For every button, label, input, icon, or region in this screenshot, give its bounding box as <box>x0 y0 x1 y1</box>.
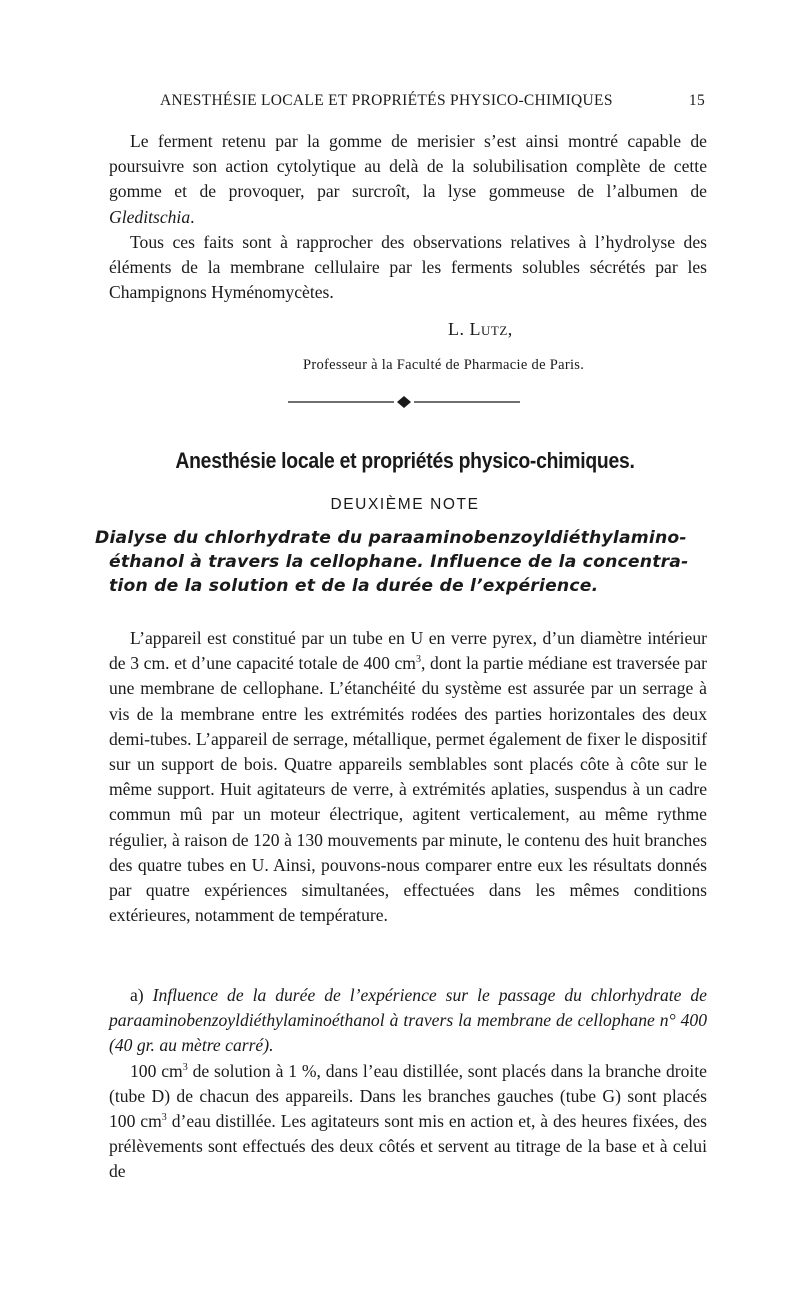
intro-paragraph-1 <box>109 129 707 230</box>
note-label: DEUXIÈME NOTE <box>330 496 480 513</box>
influence-heading <box>109 983 707 1059</box>
apparatus-paragraph <box>109 626 707 928</box>
apparatus-section <box>109 626 707 928</box>
article-title: Anesthésie locale et propriétés physico-chimiques. <box>175 448 635 473</box>
influence-paragraph <box>109 1059 707 1185</box>
influence-heading-text: Influence de la durée de l’expérience sur le passage du chlorhydrate de paraaminobenzoyldiéthylaminoéthanol à travers la membrane de cellophane n° 400 (40 gr. au mètre carré). <box>109 985 707 1056</box>
subtitle-line-3: tion de la solution et de la durée de l’expérience. <box>109 576 599 596</box>
superscript-3: 3 <box>416 654 421 666</box>
author-signature <box>448 319 513 340</box>
influence-marker: a) <box>130 985 153 1005</box>
page-number: 15 <box>688 92 705 109</box>
author-initial: L. <box>448 319 470 339</box>
intro-paragraph-2: Tous ces faits sont à rapprocher des observations relatives à l’hydrolyse des éléments de la membrane cellulaire par les ferments solubles sécrétés par les Champignons Hyménomycètes. <box>109 231 707 303</box>
apparatus-text-a: L’appareil est constitué par un tube en U en verre pyrex, d’un diamètre intérieur de 3 cm. et d’une capacité totale de 400 cm <box>109 628 707 674</box>
influence-section <box>109 983 707 1185</box>
intro-paragraph-1-end: . <box>190 206 195 227</box>
intro-paragraph-1-text: Le ferment retenu par la gomme de merisier s’est ainsi montré capable de poursuivre son action cytolytique au delà de la solubilisation complète de cette gomme et de provoquer, par surcroît, la lyse gommeuse de l’albumen de <box>109 131 707 202</box>
running-head-title: ANESTHÉSIE LOCALE ET PROPRIÉTÉS PHYSICO-CHIMIQUES <box>160 92 613 109</box>
superscript-3: 3 <box>182 1061 188 1073</box>
genus-name: Gleditschia <box>109 206 191 227</box>
intro-section <box>109 129 707 305</box>
influence-text-c: d’eau distillée. Les agitateurs sont mis en action et, à des heures fixées, des prélèvements sont effectués des deux côtés et servent au titrage de la base et à celui de <box>109 1111 707 1182</box>
author-affiliation: Professeur à la Faculté de Pharmacie de Paris. <box>303 357 585 373</box>
article-subtitle <box>95 526 715 598</box>
influence-text-b: de solution à 1 %, dans l’eau distillée, sont placés dans la branche droite (tube D) de chacun des appareils. Dans les branches gauches (tube G) sont placés 100 cm <box>109 1060 707 1132</box>
subtitle-line-1: Dialyse du chlorhydrate du paraaminobenzoyldiéthylamino- <box>95 528 687 548</box>
apparatus-text-b: , dont la partie médiane est traversée par une membrane de cellophane. L’étanchéité du système est assurée par un serrage à vis de la membrane entre les extrémités rodées des parties horizontales des deux demi-tubes. L’appareil de serrage, métallique, permet également de fixer le dispositif sur un support de bois. Quatre appareils semblables sont placés côte à côte sur le même support. Huit agitateurs de verre, à extrémités aplaties, suspendus à un cadre commun mû par un moteur électrique, agitent verticalement, au même rythme régulier, à raison de 120 à 130 mouvements par minute, le contenu des huit branches des quatre tubes en U. Ainsi, pouvons-nous comparer entre eux les résultats donnés par quatre expériences simultanées, effectuées dans les mêmes conditions extérieures, notamment de température. <box>109 653 707 926</box>
section-separator <box>288 393 520 411</box>
author-name: Lutz <box>469 319 508 339</box>
influence-text-a: 100 cm <box>130 1060 183 1081</box>
superscript-3: 3 <box>161 1112 167 1124</box>
subtitle-line-2: éthanol à travers la cellophane. Influence de la concentra- <box>109 552 689 572</box>
author-comma: , <box>507 319 513 339</box>
separator-diamond <box>397 396 411 408</box>
